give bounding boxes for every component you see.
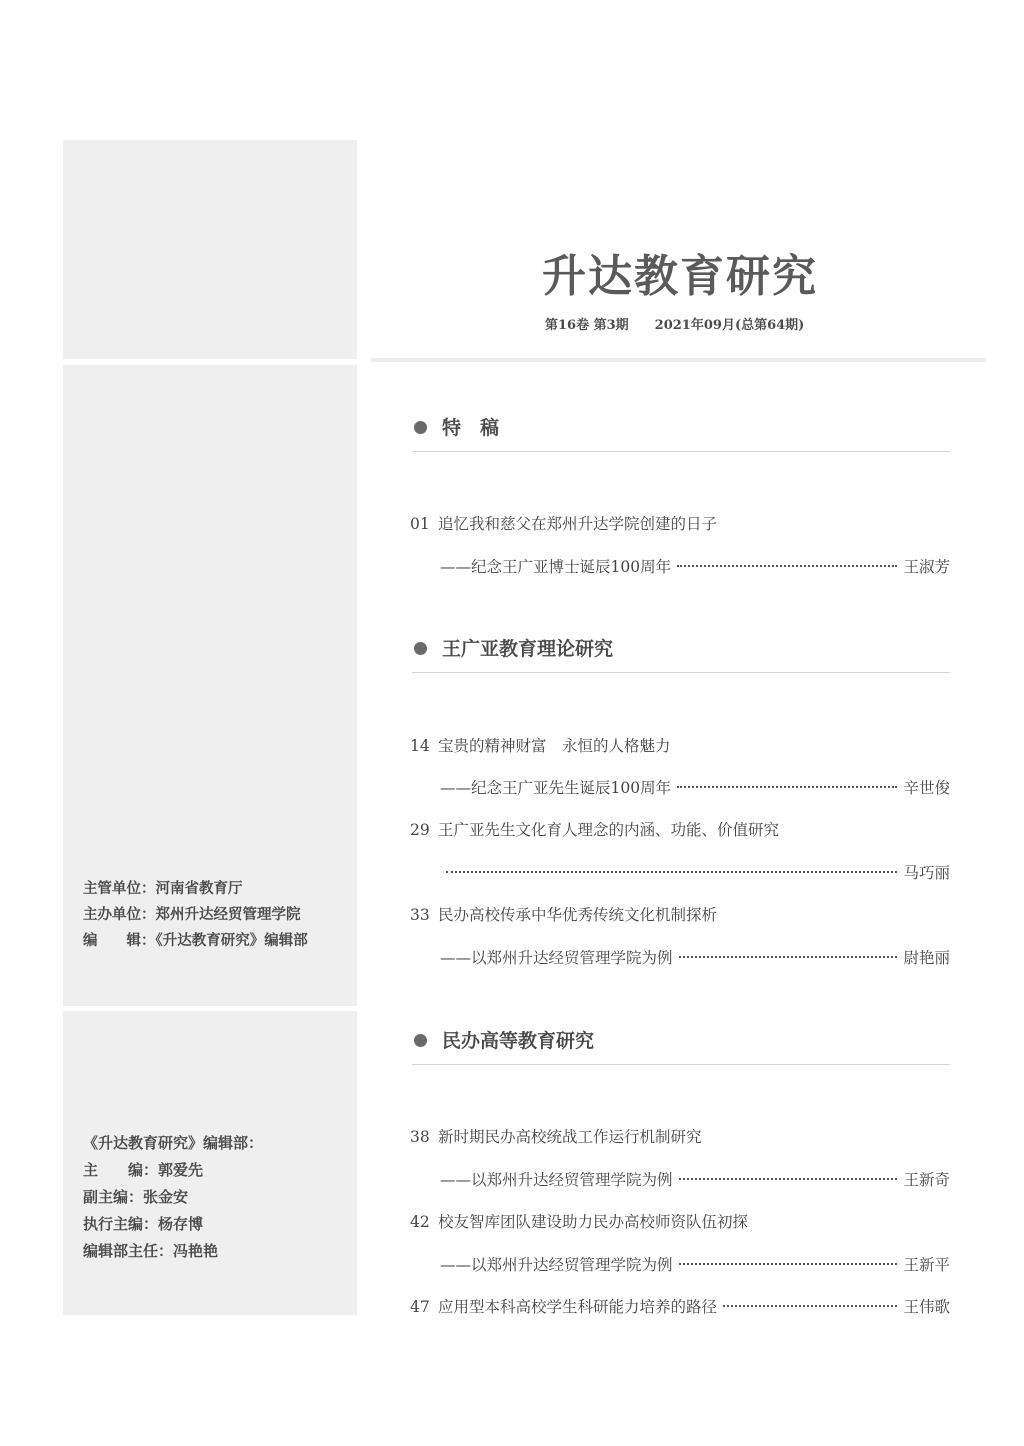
section-title: 王广亚教育理论研究 (442, 638, 614, 660)
member-role: 执行主编： (83, 1215, 159, 1233)
toc-entry[interactable] (410, 1125, 950, 1149)
toc-entry-subline[interactable] (410, 776, 950, 800)
journal-title: 升达教育研究 (542, 251, 818, 302)
toc-entry[interactable] (410, 734, 950, 758)
toc-entry-title: 校友智库团队建设助力民办高校师资队伍初探 (438, 1213, 749, 1231)
member-role: 编辑部主任： (83, 1242, 174, 1260)
toc-entry-title: 追忆我和慈父在郑州升达学院创建的日子 (438, 515, 718, 533)
member-name: 杨存博 (158, 1215, 204, 1233)
bullet-icon (414, 642, 427, 655)
sponsor-label: 主管单位： (83, 881, 156, 897)
toc-page-number: 14 (410, 737, 430, 755)
toc-entry-subtitle: ——以郑州升达经贸管理学院为例 (440, 949, 673, 967)
sponsor-row-editor (83, 928, 308, 954)
editorial-member (83, 1211, 263, 1238)
toc-entry-subtitle: ——纪念王广亚先生诞辰100周年 (440, 779, 672, 797)
dot-leader (679, 1262, 898, 1265)
editorial-heading: 《升达教育研究》编辑部： (83, 1134, 264, 1152)
editorial-member (83, 1184, 263, 1211)
sponsor-row-host (83, 902, 308, 928)
toc-entry-author: 马巧丽 (903, 864, 950, 882)
toc-entry[interactable] (410, 903, 950, 927)
member-name: 张金安 (143, 1188, 189, 1206)
section-title: 民办高等教育研究 (442, 1030, 595, 1052)
toc-entry-subline[interactable] (410, 861, 950, 885)
dot-leader (723, 1304, 897, 1307)
issue-info (545, 314, 804, 333)
editorial-board (83, 1130, 263, 1265)
toc-entry-subtitle: ——纪念王广亚博士诞辰100周年 (440, 558, 672, 576)
issue-date: 2021年09月(总第64期) (654, 318, 805, 333)
sponsor-row-supervisor (83, 876, 308, 902)
section-header (412, 415, 950, 452)
toc-entry-author: 王淑芳 (903, 558, 950, 576)
toc-entry-title: 应用型本科高校学生科研能力培养的路径 (438, 1298, 718, 1316)
toc-page-number: 29 (410, 821, 430, 839)
toc-entry-author: 辛世俊 (903, 779, 950, 797)
sidebar-panel-top (63, 140, 357, 359)
volume-issue: 第16卷 第3期 (545, 318, 629, 333)
editorial-member (83, 1238, 263, 1265)
dot-leader (446, 870, 897, 873)
toc-entry-author: 王伟歌 (903, 1298, 950, 1316)
toc-entry-title: 宝贵的精神财富 永恒的人格魅力 (438, 737, 671, 755)
member-role: 副主编： (83, 1188, 144, 1206)
toc-entry[interactable] (410, 1210, 950, 1234)
toc-entry-title: 新时期民办高校统战工作运行机制研究 (438, 1128, 702, 1146)
toc-entry-subline[interactable] (410, 946, 950, 970)
toc-entry-subline[interactable] (410, 1168, 950, 1192)
toc-entry[interactable] (410, 1295, 950, 1319)
toc-page-number: 38 (410, 1128, 430, 1146)
bullet-icon (414, 1034, 427, 1047)
toc-entry-author: 王新奇 (903, 1171, 950, 1189)
toc-page-number: 01 (410, 515, 430, 533)
toc-entry-subtitle: ——以郑州升达经贸管理学院为例 (440, 1171, 673, 1189)
toc-entry-title: 民办高校传承中华优秀传统文化机制探析 (438, 906, 718, 924)
toc-entry-subline[interactable] (410, 555, 950, 579)
toc-entry-subtitle: ——以郑州升达经贸管理学院为例 (440, 1256, 673, 1274)
toc-entry-title: 王广亚先生文化育人理念的内涵、功能、价值研究 (438, 821, 780, 839)
bullet-icon (414, 421, 427, 434)
section-header (412, 1028, 950, 1065)
member-name: 冯艳艳 (173, 1242, 219, 1260)
member-name: 郭爱先 (158, 1161, 204, 1179)
toc-page-number: 47 (410, 1298, 430, 1316)
member-role: 主 编： (83, 1161, 159, 1179)
toc-entry-subline[interactable] (410, 1253, 950, 1277)
sponsor-label: 编 辑： (83, 933, 156, 949)
masthead-divider (371, 358, 986, 362)
dot-leader (679, 955, 898, 958)
toc-entry-author: 尉艳丽 (903, 949, 950, 967)
editorial-member (83, 1157, 263, 1184)
toc-entry[interactable] (410, 512, 950, 536)
sponsor-info (83, 876, 308, 954)
dot-leader (679, 1177, 898, 1180)
sponsor-value: 郑州升达经贸管理学院 (155, 907, 301, 923)
section-title: 特 稿 (442, 417, 500, 439)
sponsor-label: 主办单位： (83, 907, 156, 923)
section-header (412, 636, 950, 673)
sponsor-value: 《升达教育研究》编辑部 (155, 933, 308, 949)
toc-entry-author: 王新平 (903, 1256, 950, 1274)
sponsor-value: 河南省教育厅 (155, 881, 243, 897)
dot-leader (677, 785, 897, 788)
toc-page-number: 33 (410, 906, 430, 924)
toc-page-number: 42 (410, 1213, 430, 1231)
dot-leader (677, 564, 897, 567)
toc-entry[interactable] (410, 818, 950, 842)
